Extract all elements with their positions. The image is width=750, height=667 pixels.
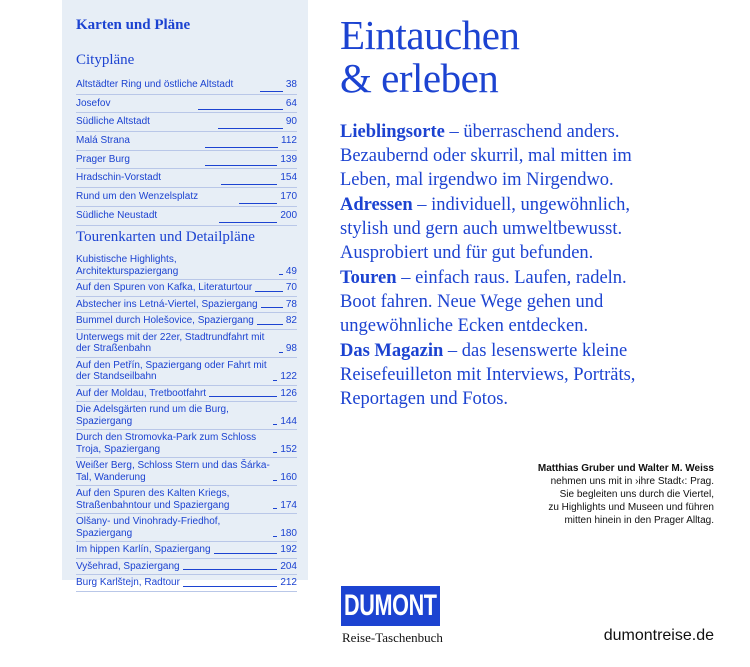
map-list-item [76, 313, 297, 330]
map-list-item [76, 151, 297, 170]
map-list-item [76, 458, 297, 486]
leader-line [205, 165, 277, 166]
page-number: 90 [285, 116, 297, 128]
leader-line [273, 424, 277, 425]
map-list-item [76, 486, 297, 514]
map-list-item [76, 252, 297, 280]
page-number: 160 [280, 471, 297, 483]
page-number: 49 [285, 265, 297, 277]
page-number: 200 [280, 209, 298, 221]
page-number: 170 [280, 191, 298, 203]
feature-keyword: Lieblingsorte [340, 122, 445, 142]
map-title: Südliche Neustadt [76, 209, 158, 221]
map-list-item [76, 132, 297, 151]
map-list-item [76, 76, 297, 95]
imprint-label: Reise-Taschenbuch [342, 630, 443, 645]
page-number: 64 [285, 97, 297, 109]
leader-line [260, 91, 283, 92]
map-title: Durch den Stromovka-Park zum Schloss Troja, Spaziergang [76, 432, 257, 455]
leader-line [261, 307, 283, 308]
leader-line [279, 274, 283, 275]
logo-text: DUMONT [344, 589, 437, 622]
map-title: Die Adelsgärten rund um die Burg, Spaziergang [76, 404, 229, 427]
maps-heading: Karten und Pläne [76, 17, 191, 33]
feature-keyword: Touren [340, 268, 397, 288]
page-number: 212 [280, 577, 297, 588]
map-list-item [76, 358, 297, 386]
title-line-1: Eintauchen [340, 12, 520, 58]
map-list-item [76, 386, 297, 403]
feature-text: – einfach raus. Laufen, radeln. Boot fahren. Neue Wege gehen und ungewöhnliche Ecken entdecken. [340, 268, 627, 336]
feature-text: – das lesenswerte kleine Reisefeuilleton mit Interviews, Porträts, Reportagen und Fotos. [340, 341, 636, 409]
leader-line [273, 380, 277, 381]
map-title: Auf den Spuren von Kafka, Literaturtour [76, 282, 253, 293]
author-line: Sie begleiten uns durch die Viertel, [559, 489, 714, 500]
leader-line [183, 569, 278, 570]
page-number: 112 [281, 135, 297, 147]
page-number: 152 [280, 443, 297, 455]
page-number: 144 [280, 415, 297, 427]
feature-text: – überraschend anders. Bezaubernd oder skurril, mal mitten im Leben, mal irgendwo im Nirgendwo. [340, 122, 632, 190]
feature-magazin [340, 339, 640, 411]
page-number: 139 [280, 153, 298, 165]
author-line: mitten hinein in den Prager Alltag. [564, 515, 714, 526]
leader-line [218, 128, 283, 129]
page-number: 38 [285, 79, 297, 90]
page-number: 78 [285, 298, 297, 310]
map-title: Südliche Altstadt [76, 116, 150, 128]
tour-maps-heading: Tourenkarten und Detailpläne [76, 229, 255, 245]
map-list-item [76, 188, 297, 207]
map-title: Rund um den Wenzelsplatz [76, 191, 199, 203]
feature-keyword: Adressen [340, 195, 413, 215]
author-line: nehmen uns mit in ›ihre Stadt‹: Prag. [550, 476, 714, 487]
map-list-item [76, 514, 297, 542]
map-title: Weißer Berg, Schloss Stern und das Šárka-Tal, Wanderung [76, 460, 270, 483]
map-title: Burg Karlštejn, Radtour [76, 577, 180, 588]
page-title [340, 14, 519, 100]
leader-line [273, 508, 277, 509]
map-title: Abstecher ins Letná-Viertel, Spaziergang [76, 298, 258, 310]
title-line-2: & erleben [340, 55, 499, 101]
map-list-item [76, 330, 297, 358]
map-list-item [76, 95, 297, 114]
map-list-item [76, 430, 297, 458]
leader-line [214, 553, 278, 554]
page-number: 180 [280, 527, 297, 539]
map-title: Auf den Spuren des Kalten Kriegs, Straßenbahntour und Spaziergang [76, 488, 230, 511]
map-title: Im hippen Karlín, Spaziergang [76, 544, 211, 555]
page-number: 204 [280, 560, 297, 572]
page-number: 70 [285, 282, 297, 293]
map-title: Prager Burg [76, 153, 130, 165]
map-list-item [76, 169, 297, 188]
feature-lieblingsorte [340, 120, 640, 192]
dumont-logo [341, 586, 440, 626]
leader-line [273, 480, 277, 481]
feature-adressen [340, 193, 640, 265]
leader-line [221, 184, 278, 185]
map-title: Kubistische Highlights, Architekturspaziergang [76, 254, 179, 277]
map-title: Altstädter Ring und östliche Altstadt [76, 79, 234, 90]
map-title: Hradschin-Vorstadt [76, 172, 162, 184]
page-number: 174 [280, 499, 297, 511]
map-title: Malá Strana [76, 135, 130, 147]
page-number: 122 [280, 371, 297, 382]
map-title: Bummel durch Holešovice, Spaziergang [76, 315, 254, 326]
website-url: dumontreise.de [603, 627, 714, 644]
tour-maps-list [76, 252, 297, 592]
leader-line [273, 536, 277, 537]
page-number: 192 [280, 544, 297, 555]
map-list-item [76, 297, 297, 314]
city-maps-list [76, 76, 297, 226]
author-blurb [454, 462, 714, 527]
feature-keyword: Das Magazin [340, 341, 444, 361]
map-title: Olšany- und Vinohrady-Friedhof, Spaziergang [76, 516, 221, 539]
map-title: Vyšehrad, Spaziergang [76, 560, 180, 572]
leader-line [198, 109, 283, 110]
map-title: Auf der Moldau, Tretbootfahrt [76, 387, 207, 399]
map-list-item [76, 402, 297, 430]
map-title: Josefov [76, 97, 111, 109]
page-number: 98 [285, 343, 297, 354]
page-number: 126 [280, 387, 297, 399]
leader-line [219, 222, 278, 223]
map-title: Auf den Petřín, Spaziergang oder Fahrt mit der Standseilbahn [76, 359, 267, 382]
feature-touren [340, 266, 640, 338]
map-list-item [76, 280, 297, 297]
leader-line [209, 396, 277, 397]
leader-line [279, 352, 283, 353]
page-number: 82 [285, 315, 297, 326]
map-list-item [76, 207, 297, 226]
map-list-item [76, 113, 297, 132]
leader-line [273, 452, 277, 453]
author-line: zu Highlights und Museen und führen [548, 502, 714, 513]
leader-line [255, 291, 283, 292]
author-names: Matthias Gruber und Walter M. Weiss [537, 463, 714, 474]
map-list-item [76, 575, 297, 592]
map-list-item [76, 559, 297, 576]
feature-text: – individuell, ungewöhnlich, stylish und gern auch umweltbewusst. Ausprobiert und für gut befunden. [340, 195, 630, 263]
page-number: 154 [280, 172, 298, 184]
city-maps-heading: Citypläne [76, 52, 135, 68]
leader-line [183, 586, 277, 587]
leader-line [239, 203, 277, 204]
map-title: Unterwegs mit der 22er, Stadtrundfahrt mit der Straßenbahn [76, 331, 265, 354]
leader-line [205, 147, 278, 148]
map-list-item [76, 542, 297, 559]
leader-line [257, 324, 283, 325]
